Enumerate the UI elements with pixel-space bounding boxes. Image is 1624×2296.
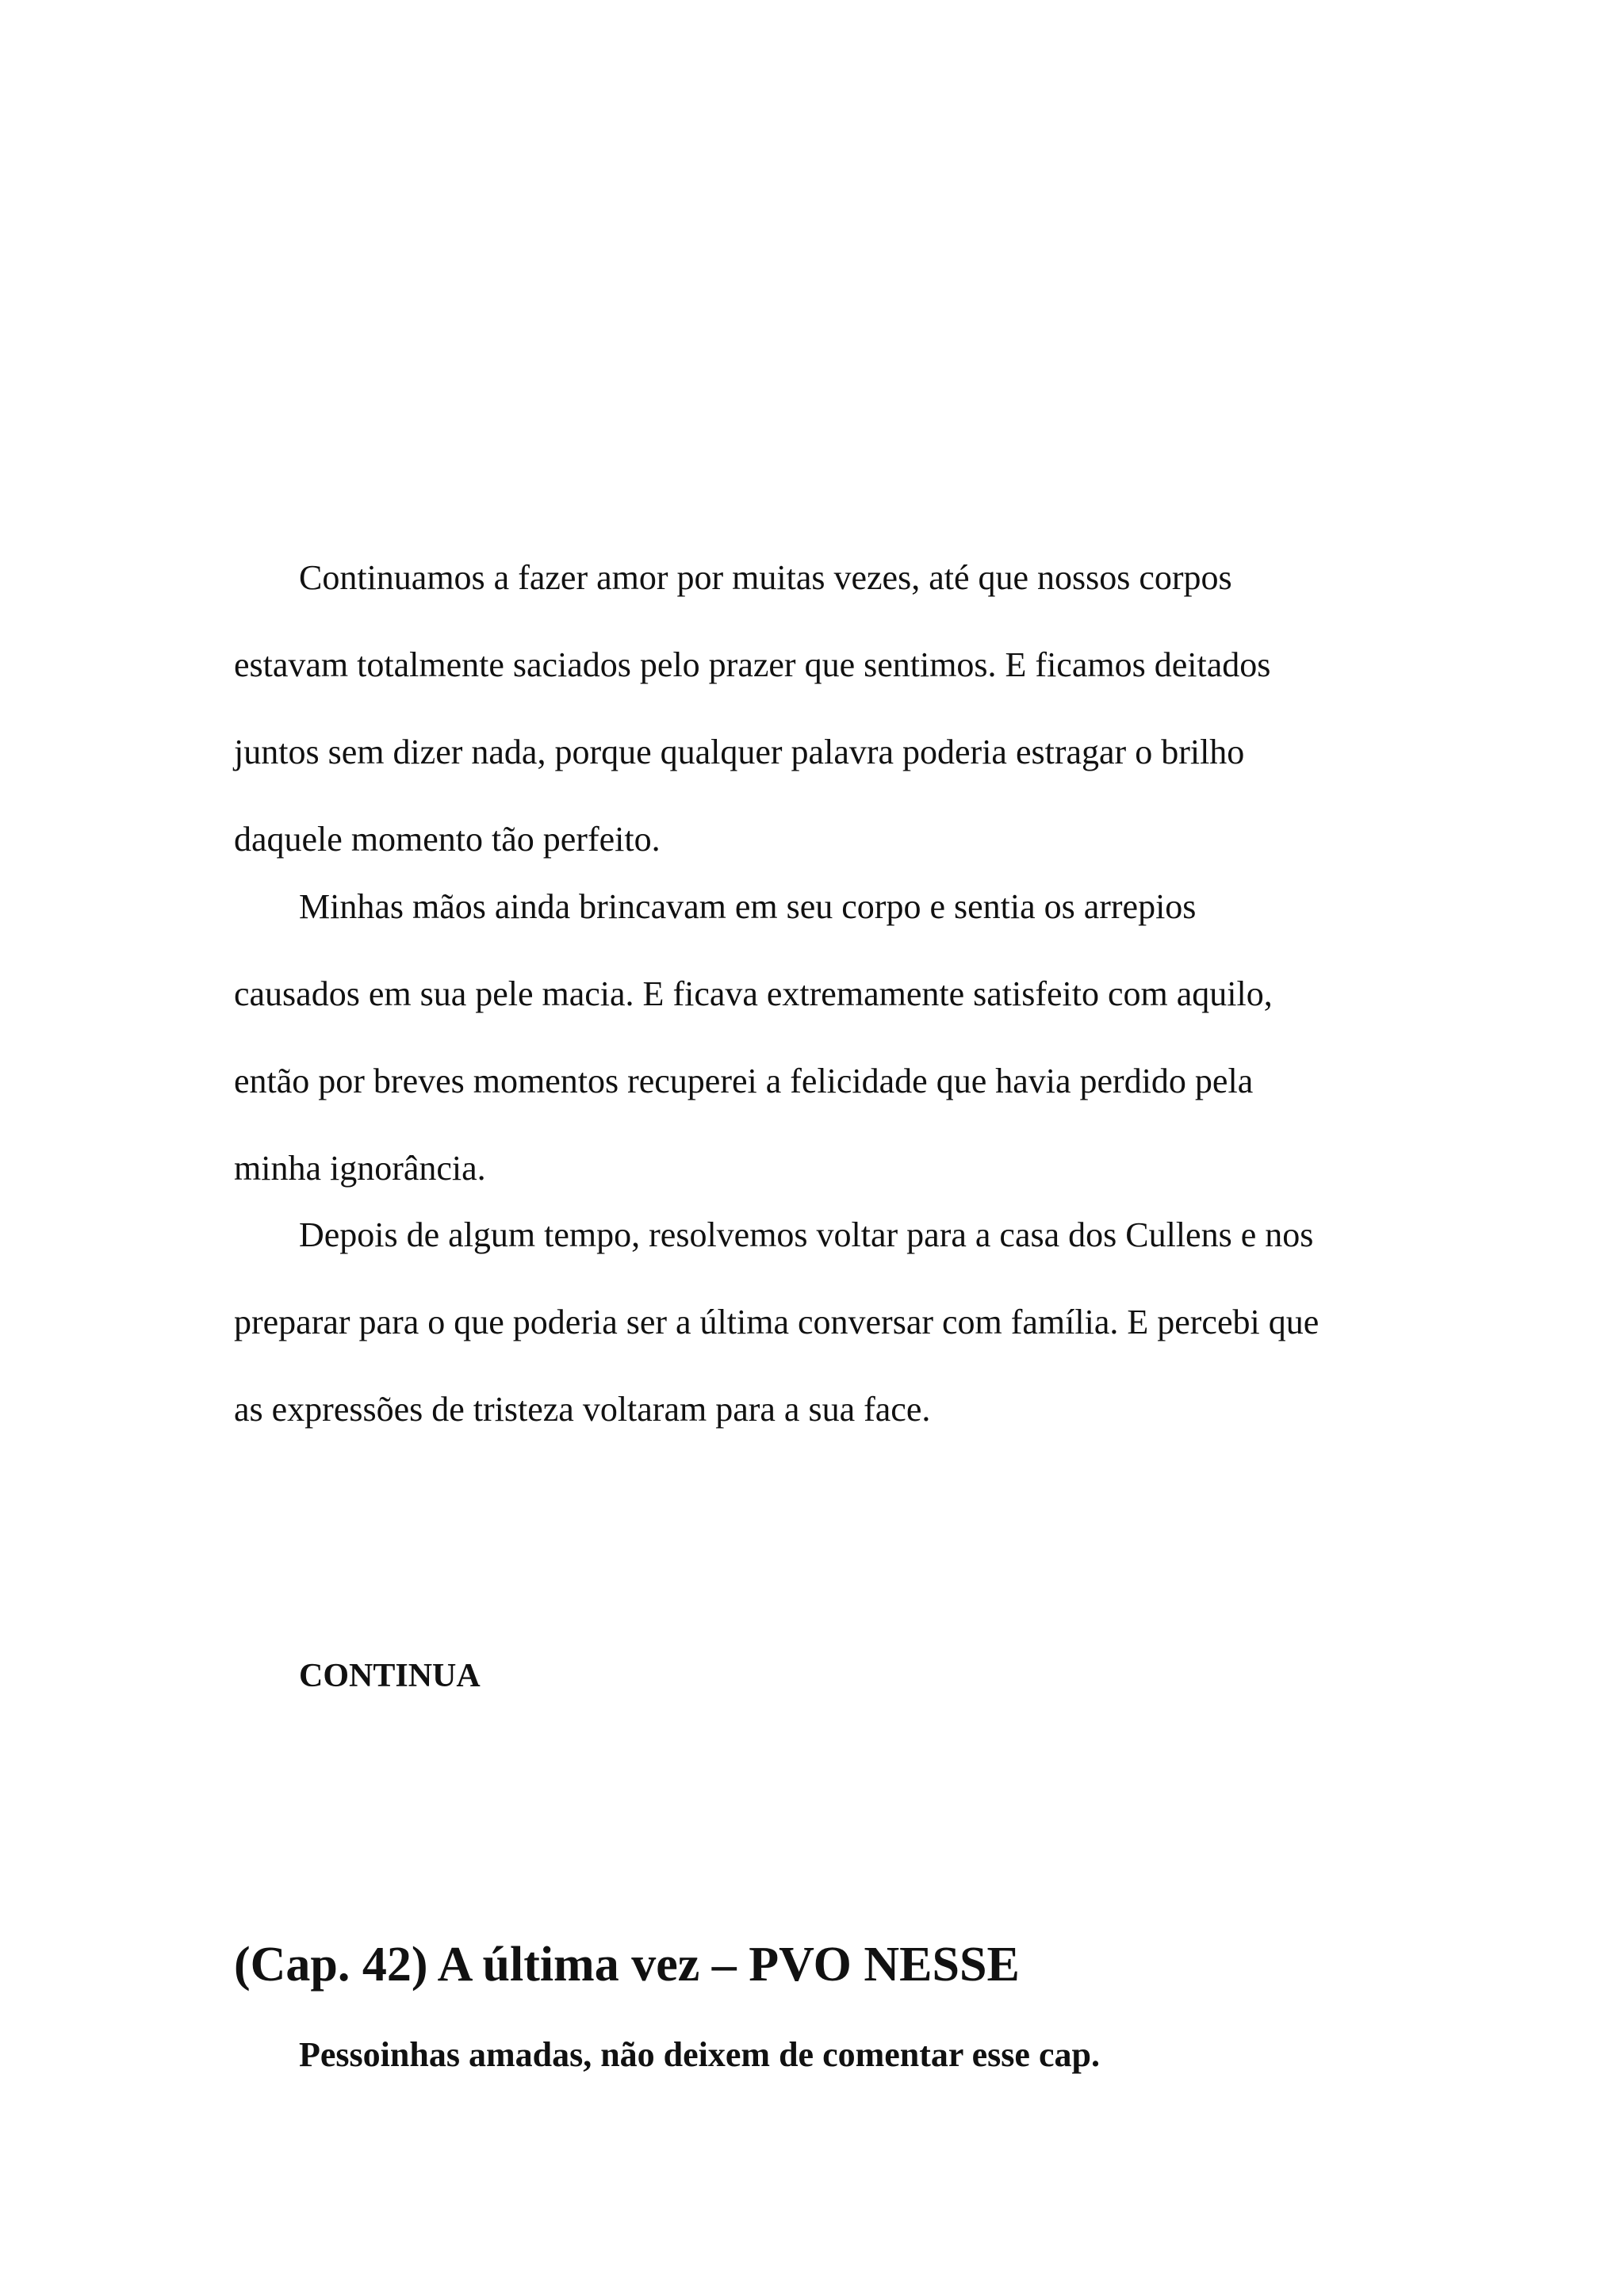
continua-label: CONTINUA (299, 1658, 481, 1694)
paragraph-line: causados em sua pele macia. E ficava extremamente satisfeito com aquilo, (234, 974, 1273, 1013)
paragraph-line: então por breves momentos recuperei a felicidade que havia perdido pela (234, 1062, 1254, 1100)
paragraph-line: as expressões de tristeza voltaram para a sua face. (234, 1390, 931, 1429)
author-note: Pessoinhas amadas, não deixem de comentar esse cap. (299, 2035, 1100, 2074)
paragraph-line: Continuamos a fazer amor por muitas vezes, até que nossos corpos (299, 558, 1232, 597)
paragraph-line: Minhas mãos ainda brincavam em seu corpo e sentia os arrepios (299, 887, 1197, 926)
paragraph-line: juntos sem dizer nada, porque qualquer palavra poderia estragar o brilho (234, 733, 1245, 771)
paragraph-line: Depois de algum tempo, resolvemos voltar para a casa dos Cullens e nos (299, 1215, 1314, 1254)
paragraph-line: minha ignorância. (234, 1149, 486, 1188)
paragraph-line: daquele momento tão perfeito. (234, 820, 661, 859)
paragraph-3 (234, 1169, 1408, 1475)
chapter-title: (Cap. 42) A última vez – PVO NESSE (234, 1938, 1020, 1992)
paragraph-line: preparar para o que poderia ser a última conversar com família. E percebi que (234, 1303, 1320, 1341)
paragraph-line: estavam totalmente saciados pelo prazer que sentimos. E ficamos deitados (234, 645, 1271, 684)
